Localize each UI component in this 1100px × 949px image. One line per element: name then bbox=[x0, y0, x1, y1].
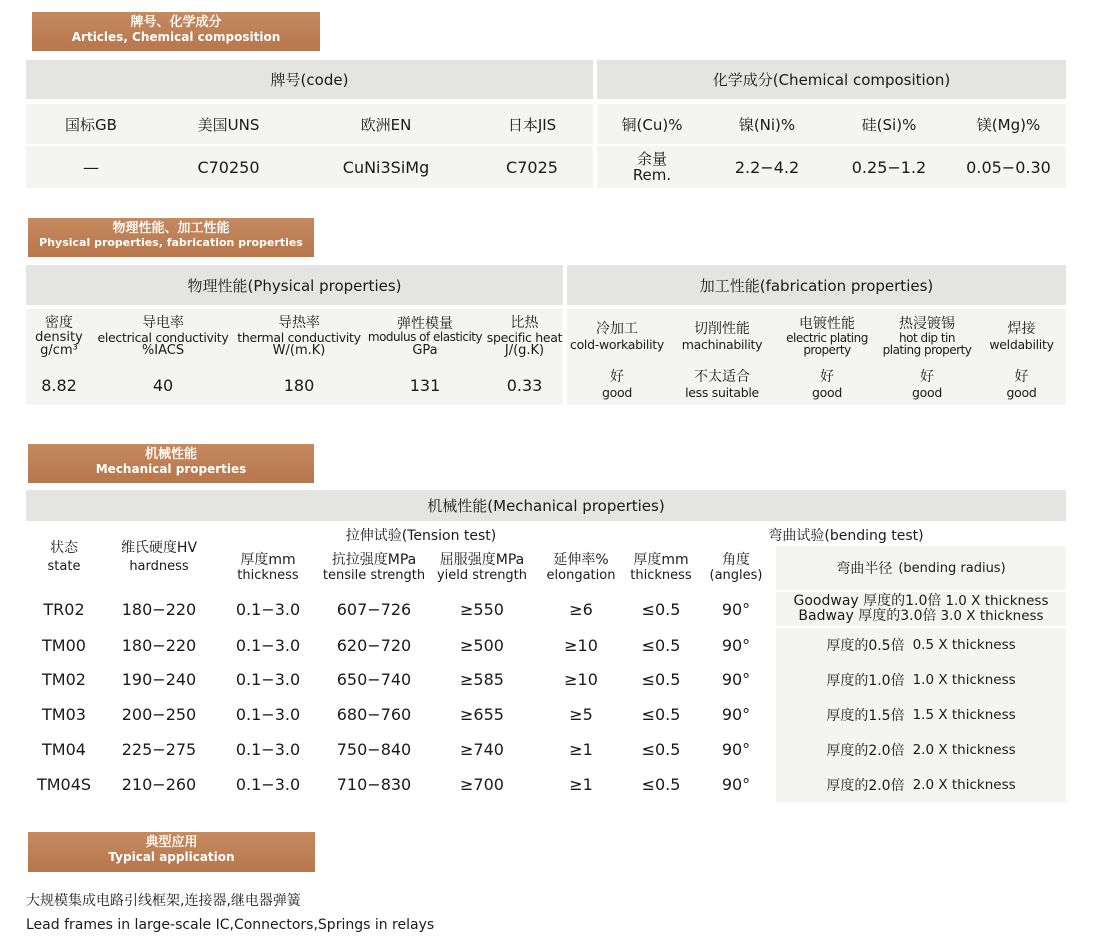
section-banner-articles bbox=[32, 12, 320, 51]
val-cu-en: Rem. bbox=[632, 166, 672, 184]
section-banner-application bbox=[28, 832, 315, 872]
col-thermal-conductivity: 导热率 thermal conductivity W/(m.K) bbox=[237, 315, 361, 359]
bending-test-header: 弯曲试验(bending test) bbox=[768, 528, 924, 544]
composition-table bbox=[26, 60, 1066, 188]
mechanical-header-row bbox=[26, 490, 1066, 521]
val-en: CuNi3SiMg bbox=[342, 157, 430, 177]
col-hot-dip-tin: 热浸镀锡 hot dip tin plating property bbox=[882, 316, 972, 358]
col-state: 状态 state bbox=[47, 539, 81, 574]
fabrication-header: 加工性能(fabrication properties) bbox=[699, 276, 934, 295]
physical-value-row bbox=[26, 365, 1066, 405]
mechanical-column-header bbox=[26, 524, 1066, 590]
val-cu bbox=[597, 146, 707, 188]
banner-zh: 机械性能 bbox=[144, 447, 197, 462]
val-cold-workability: 好 good bbox=[602, 369, 632, 400]
banner-en: Mechanical properties bbox=[95, 461, 247, 476]
val-cu-zh: 余量 bbox=[636, 149, 667, 168]
chem-header: 化学成分(Chemical composition) bbox=[712, 71, 951, 89]
section-banner-mechanical bbox=[28, 444, 314, 483]
col-bend-thickness: 厚度mm thickness bbox=[630, 552, 692, 583]
col-cold-workability: 冷加工 cold-workability bbox=[570, 321, 664, 352]
table-row: TM04S 210−260 0.1−3.0 710−830 ≥700 ≥1 ≤0.5 90° 厚度的2.0倍 2.0 X thickness bbox=[26, 767, 1066, 802]
col-mg: 镁(Mg)% bbox=[976, 115, 1041, 134]
banner-en: Articles, Chemical composition bbox=[71, 29, 281, 44]
col-tensile: 抗拉强度MPa tensile strength bbox=[322, 552, 426, 583]
val-jis: C7025 bbox=[506, 157, 558, 177]
application-zh: 大规模集成电路引线框架,连接器,继电器弹簧 bbox=[26, 893, 301, 909]
col-modulus: 弹性模量 modulus of elasticity GPa bbox=[367, 315, 483, 358]
tension-test-header: 拉伸试验(Tension test) bbox=[345, 528, 497, 544]
col-bending-radius: 弯曲半径 (bending radius) bbox=[776, 546, 1066, 590]
bending-radius-cell: 厚度的2.0倍 2.0 X thickness bbox=[776, 767, 1066, 802]
val-gb: — bbox=[83, 157, 99, 177]
bending-radius-cell: 厚度的1.5倍 1.5 X thickness bbox=[776, 697, 1066, 732]
table-row: TM00 180−220 0.1−3.0 620−720 ≥500 ≥10 ≤0.5 90° 厚度的0.5倍 0.5 X thickness bbox=[26, 628, 1066, 662]
val-electric-plating: 好 good bbox=[812, 369, 842, 400]
code-header: 牌号(code) bbox=[270, 71, 349, 89]
physical-header: 物理性能(Physical properties) bbox=[187, 276, 402, 295]
col-angle: 角度 (angles) bbox=[709, 552, 763, 583]
col-si: 硅(Si)% bbox=[861, 115, 917, 134]
mechanical-table bbox=[26, 490, 1066, 800]
bending-radius-cell: 厚度的1.0倍 1.0 X thickness bbox=[776, 662, 1066, 697]
table-row: TM02 190−240 0.1−3.0 650−740 ≥585 ≥10 ≤0.5 90° 厚度的1.0倍 1.0 X thickness bbox=[26, 662, 1066, 697]
val-thermal-conductivity: 180 bbox=[283, 375, 315, 395]
val-ni: 2.2−4.2 bbox=[734, 157, 800, 177]
val-hot-dip-tin: 好 good bbox=[912, 369, 942, 400]
val-modulus: 131 bbox=[409, 375, 441, 395]
col-uns: 美国UNS bbox=[197, 115, 260, 134]
section-banner-physical bbox=[28, 218, 314, 257]
col-jis: 日本JIS bbox=[507, 115, 557, 134]
col-hardness: 维氏硬度HV hardness bbox=[120, 539, 198, 574]
val-si: 0.25−1.2 bbox=[851, 157, 927, 177]
table-row: TM04 225−275 0.1−3.0 750−840 ≥740 ≥1 ≤0.5 90° 厚度的2.0倍 2.0 X thickness bbox=[26, 732, 1066, 767]
application-en: Lead frames in large-scale IC,Connectors,Springs in relays bbox=[26, 917, 435, 933]
bending-radius-cell: 厚度的0.5倍 0.5 X thickness bbox=[776, 628, 1066, 662]
col-electric-plating: 电镀性能 electric plating property bbox=[786, 316, 868, 358]
table-row: TR02 180−220 0.1−3.0 607−726 ≥550 ≥6 ≤0.5 90° Goodway 厚度的1.0倍 1.0 X thickness Badway 厚度的3.0倍 3.0 X thickness bbox=[26, 592, 1066, 626]
col-machinability: 切削性能 machinability bbox=[681, 321, 763, 352]
col-electrical-conductivity: 导电率 electrical conductivity %IACS bbox=[97, 315, 229, 359]
table-row: TM03 200−250 0.1−3.0 680−760 ≥655 ≥5 ≤0.5 90° 厚度的1.5倍 1.5 X thickness bbox=[26, 697, 1066, 732]
col-elongation: 延伸率% elongation bbox=[546, 552, 616, 583]
val-uns: C70250 bbox=[197, 157, 260, 177]
col-en: 欧洲EN bbox=[360, 115, 412, 134]
col-gb: 国标GB bbox=[65, 115, 117, 134]
col-density: 密度 density g/cm³ bbox=[35, 315, 83, 359]
banner-en: Physical properties, fabrication properties bbox=[39, 235, 303, 249]
col-ni: 镍(Ni)% bbox=[738, 115, 796, 134]
val-specific-heat: 0.33 bbox=[506, 375, 543, 395]
val-weldability: 好 good bbox=[1006, 369, 1037, 400]
banner-zh: 物理性能、加工性能 bbox=[112, 221, 230, 236]
physical-table bbox=[26, 265, 1066, 405]
banner-zh: 典型应用 bbox=[145, 835, 198, 850]
physical-column-row bbox=[26, 309, 1066, 365]
val-machinability: 不太适合 less suitable bbox=[685, 369, 759, 400]
col-specific-heat: 比热 specific heat J/(g.K) bbox=[486, 315, 563, 359]
val-mg: 0.05−0.30 bbox=[966, 157, 1051, 177]
physical-header-row bbox=[26, 265, 1066, 305]
mechanical-header: 机械性能(Mechanical properties) bbox=[427, 497, 665, 515]
bending-radius-cell: 厚度的2.0倍 2.0 X thickness bbox=[776, 732, 1066, 767]
composition-header-row bbox=[26, 60, 1066, 99]
col-yield: 屈服强度MPa yield strength bbox=[436, 552, 528, 583]
col-thickness: 厚度mm thickness bbox=[237, 552, 299, 583]
col-cu: 铜(Cu)% bbox=[621, 115, 683, 134]
banner-en: Typical application bbox=[108, 849, 235, 864]
composition-column-row bbox=[26, 104, 1066, 144]
bending-radius-cell: Goodway 厚度的1.0倍 1.0 X thickness Badway 厚度的3.0倍 3.0 X thickness bbox=[776, 592, 1066, 626]
col-weldability: 焊接 weldability bbox=[989, 321, 1054, 352]
composition-value-row bbox=[26, 146, 1066, 188]
val-electrical-conductivity: 40 bbox=[152, 375, 174, 395]
val-density: 8.82 bbox=[41, 375, 77, 395]
banner-zh: 牌号、化学成分 bbox=[130, 15, 222, 30]
